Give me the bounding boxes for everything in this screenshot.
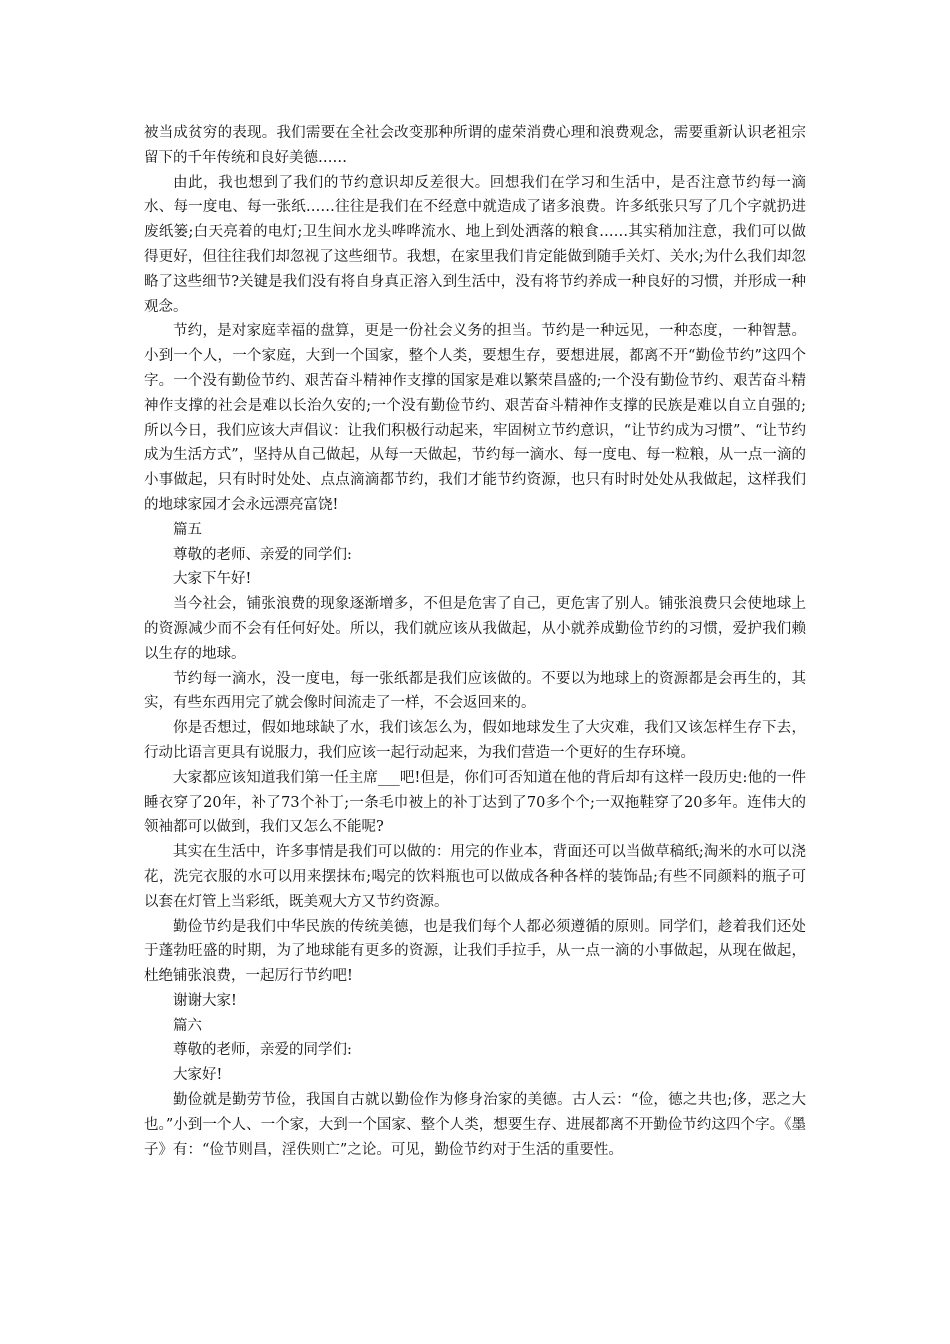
paragraph: 节约每一滴水，没一度电，每一张纸都是我们应该做的。不要以为地球上的资源都是会再生的，其实，有些东西用完了就会像时间流走了一样，不会返回来的。 xyxy=(144,670,806,712)
paragraph: 由此，我也想到了我们的节约意识却反差很大。回想我们在学习和生活中，是否注意节约每一滴水、每一度电、每一张纸……往往是我们在不经意中就造成了诸多浪费。许多纸张只写了几个字就扔进废纸篓;白天亮着的电灯;卫生间水龙头哗哗流水、地上到处洒落的粮食……其实稍加注意，我们可以做得更好，但往往我们却忽视了这些细节。我想，在家里我们肯定能做到随手关灯、关水;为什么我们却忽略了这些细节?关键是我们没有将自身真正溶入到生活中，没有将节约养成一种良好的习惯，并形成一种观念。 xyxy=(144,174,806,315)
paragraph: 大家都应该知道我们第一任主席___吧!但是，你们可否知道在他的背后却有这样一段历史:他的一件睡衣穿了20年，补了73个补丁;一条毛巾被上的补丁达到了70多个个;一双拖鞋穿了20多年。连伟大的领袖都可以做到，我们又怎么不能呢? xyxy=(144,769,806,836)
salutation: 尊敬的老师，亲爱的同学们: xyxy=(173,1042,352,1059)
paragraph: 其实在生活中，许多事情是我们可以做的：用完的作业本，背面还可以当做草稿纸;淘米的水可以浇花，洗完衣服的水可以用来摆抹布;喝完的饮料瓶也可以做成各种各样的装饰品;有些不同颜料的瓶子可以套在灯管上当彩纸，既美观大方又节约资源。 xyxy=(144,844,806,910)
paragraph: 勤俭就是勤劳节俭，我国自古就以勤俭作为修身治家的美德。古人云：“俭，德之共也;侈，恶之大也。”小到一个人、一个家，大到一个国家、整个人类，想要生存、进展都离不开勤俭节约这四个字。《墨子》有：“俭节则昌，淫佚则亡”之论。可见，勤俭节约对于生活的重要性。 xyxy=(144,1092,806,1158)
paragraph: 被当成贫穷的表现。我们需要在全社会改变那种所谓的虚荣消费心理和浪费观念，需要重新认识老祖宗留下的千年传统和良好美德…… xyxy=(144,125,806,166)
section-heading: 篇六 xyxy=(173,1017,202,1034)
paragraph: 你是否想过，假如地球缺了水，我们该怎么为，假如地球发生了大灾难，我们又该怎样生存下去，行动比语言更具有说服力，我们应该一起行动起来，为我们营造一个更好的生存环境。 xyxy=(144,720,806,761)
salutation: 尊敬的老师、亲爱的同学们: xyxy=(173,546,352,563)
closing: 谢谢大家! xyxy=(173,992,237,1009)
paragraph: 节约，是对家庭幸福的盘算，更是一份社会义务的担当。节约是一种远见，一种态度，一种智慧。小到一个人，一个家庭，大到一个国家，整个人类，要想生存，要想进展，都离不开“勤俭节约”这四个字。一个没有勤俭节约、艰苦奋斗精神作支撑的国家是难以繁荣昌盛的;一个没有勤俭节约、艰苦奋斗精神作支撑的社会是难以长治久安的;一个没有勤俭节约、艰苦奋斗精神作支撑的民族是难以自立自强的;所以今日，我们应该大声倡议：让我们积极行动起来，牢固树立节约意识，“让节约成为习惯”、“让节约成为生活方式”，坚持从自己做起，从每一天做起，节约每一滴水、每一度电、每一粒粮，从一点一滴的小事做起，只有时时处处、点点滴滴都节约，我们才能节约资源，也只有时时处处从我做起，这样我们的地球家园才会永远漂亮富饶! xyxy=(144,323,806,513)
greeting: 大家下午好! xyxy=(173,571,252,588)
paragraph: 当今社会，铺张浪费的现象逐渐增多，不但是危害了自己，更危害了别人。铺张浪费只会使地球上的资源减少而不会有任何好处。所以，我们就应该从我做起，从小就养成勤俭节约的习惯，爱护我们赖以生存的地球。 xyxy=(144,596,806,662)
greeting: 大家好! xyxy=(173,1067,223,1084)
section-heading: 篇五 xyxy=(173,521,202,538)
document-body xyxy=(144,121,806,1162)
paragraph: 勤俭节约是我们中华民族的传统美德，也是我们每个人都必须遵循的原则。同学们，趁着我们还处于蓬勃旺盛的时期，为了地球能有更多的资源，让我们手拉手，从一点一滴的小事做起，从现在做起，杜绝铺张浪费，一起厉行节约吧! xyxy=(144,918,806,985)
